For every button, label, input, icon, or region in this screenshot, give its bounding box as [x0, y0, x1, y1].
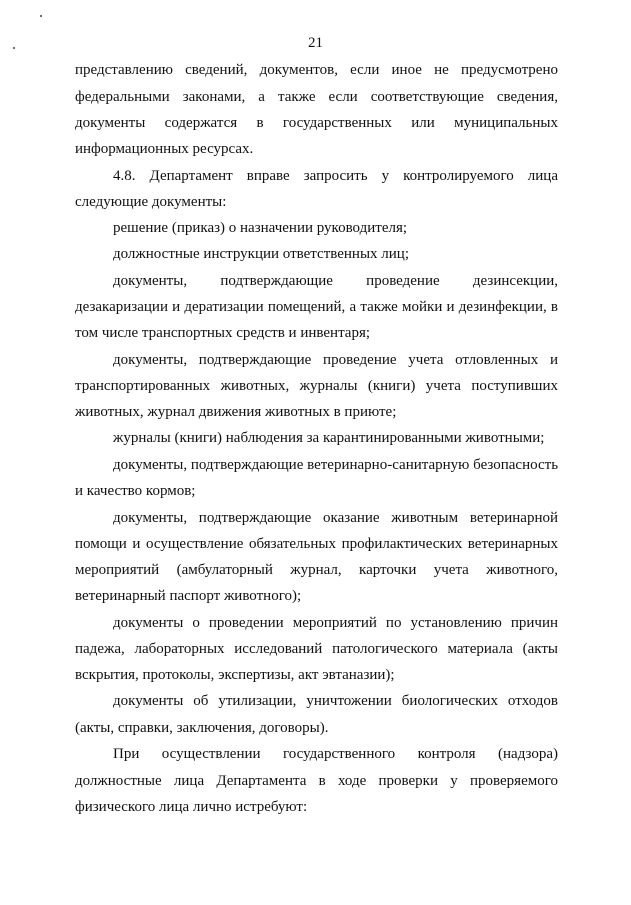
page-number: 21 — [308, 35, 323, 51]
text-line: помощи и осуществление обязательных профилактических ветеринарных — [75, 536, 558, 552]
text-line: документы содержатся в государственных или муниципальных — [75, 115, 558, 131]
text-line: информационных ресурсах. — [75, 141, 254, 157]
text-line: представлению сведений, документов, если иное не предусмотрено — [75, 62, 558, 78]
text-line: и качество кормов; — [75, 483, 196, 499]
text-line: При осуществлении государственного контроля (надзора) — [113, 746, 558, 762]
text-line: документы о проведении мероприятий по установлению причин — [113, 615, 558, 631]
text-line: том числе транспортных средств и инвентаря; — [75, 325, 371, 341]
text-line: мероприятий (амбулаторный журнал, карточки учета животного, — [75, 562, 558, 578]
text-line: журналы (книги) наблюдения за карантинированными животными; — [113, 430, 545, 446]
text-line: должностные инструкции ответственных лиц; — [113, 246, 409, 262]
text-line: 4.8. Департамент вправе запросить у контролируемого лица — [113, 168, 558, 184]
text-line: должностные лица Департамента в ходе проверки у проверяемого — [75, 773, 558, 789]
text-line: следующие документы: — [75, 194, 227, 210]
text-line: дезакаризации и дератизации помещений, а также мойки и дезинфекции, в — [75, 299, 558, 315]
text-line: документы, подтверждающие ветеринарно-санитарную безопасность — [113, 457, 559, 473]
text-line: вскрытия, протоколы, экспертизы, акт эвтаназии); — [75, 667, 395, 683]
text-line: физического лица лично истребуют: — [75, 799, 308, 815]
text-line: документы, подтверждающие оказание животным ветеринарной — [113, 510, 558, 526]
text-line: документы об утилизации, уничтожении биологических отходов — [113, 693, 558, 709]
text-line: федеральными законами, а также если соответствующие сведения, — [75, 89, 558, 105]
text-line: (акты, справки, заключения, договоры). — [75, 720, 329, 736]
text-line: ветеринарный паспорт животного); — [75, 588, 302, 604]
text-line: документы, подтверждающие проведение учета отловленных и — [113, 352, 558, 368]
text-line: животных, журнал движения животных в приюте; — [75, 404, 397, 420]
text-line: документы, подтверждающие проведение дезинсекции, — [113, 273, 558, 289]
text-line: падежа, лабораторных исследований патологического материала (акты — [75, 641, 558, 657]
text-line: решение (приказ) о назначении руководителя; — [113, 220, 408, 236]
text-line: транспортированных животных, журналы (книги) учета поступивших — [75, 378, 558, 394]
scan-speck — [40, 15, 42, 17]
